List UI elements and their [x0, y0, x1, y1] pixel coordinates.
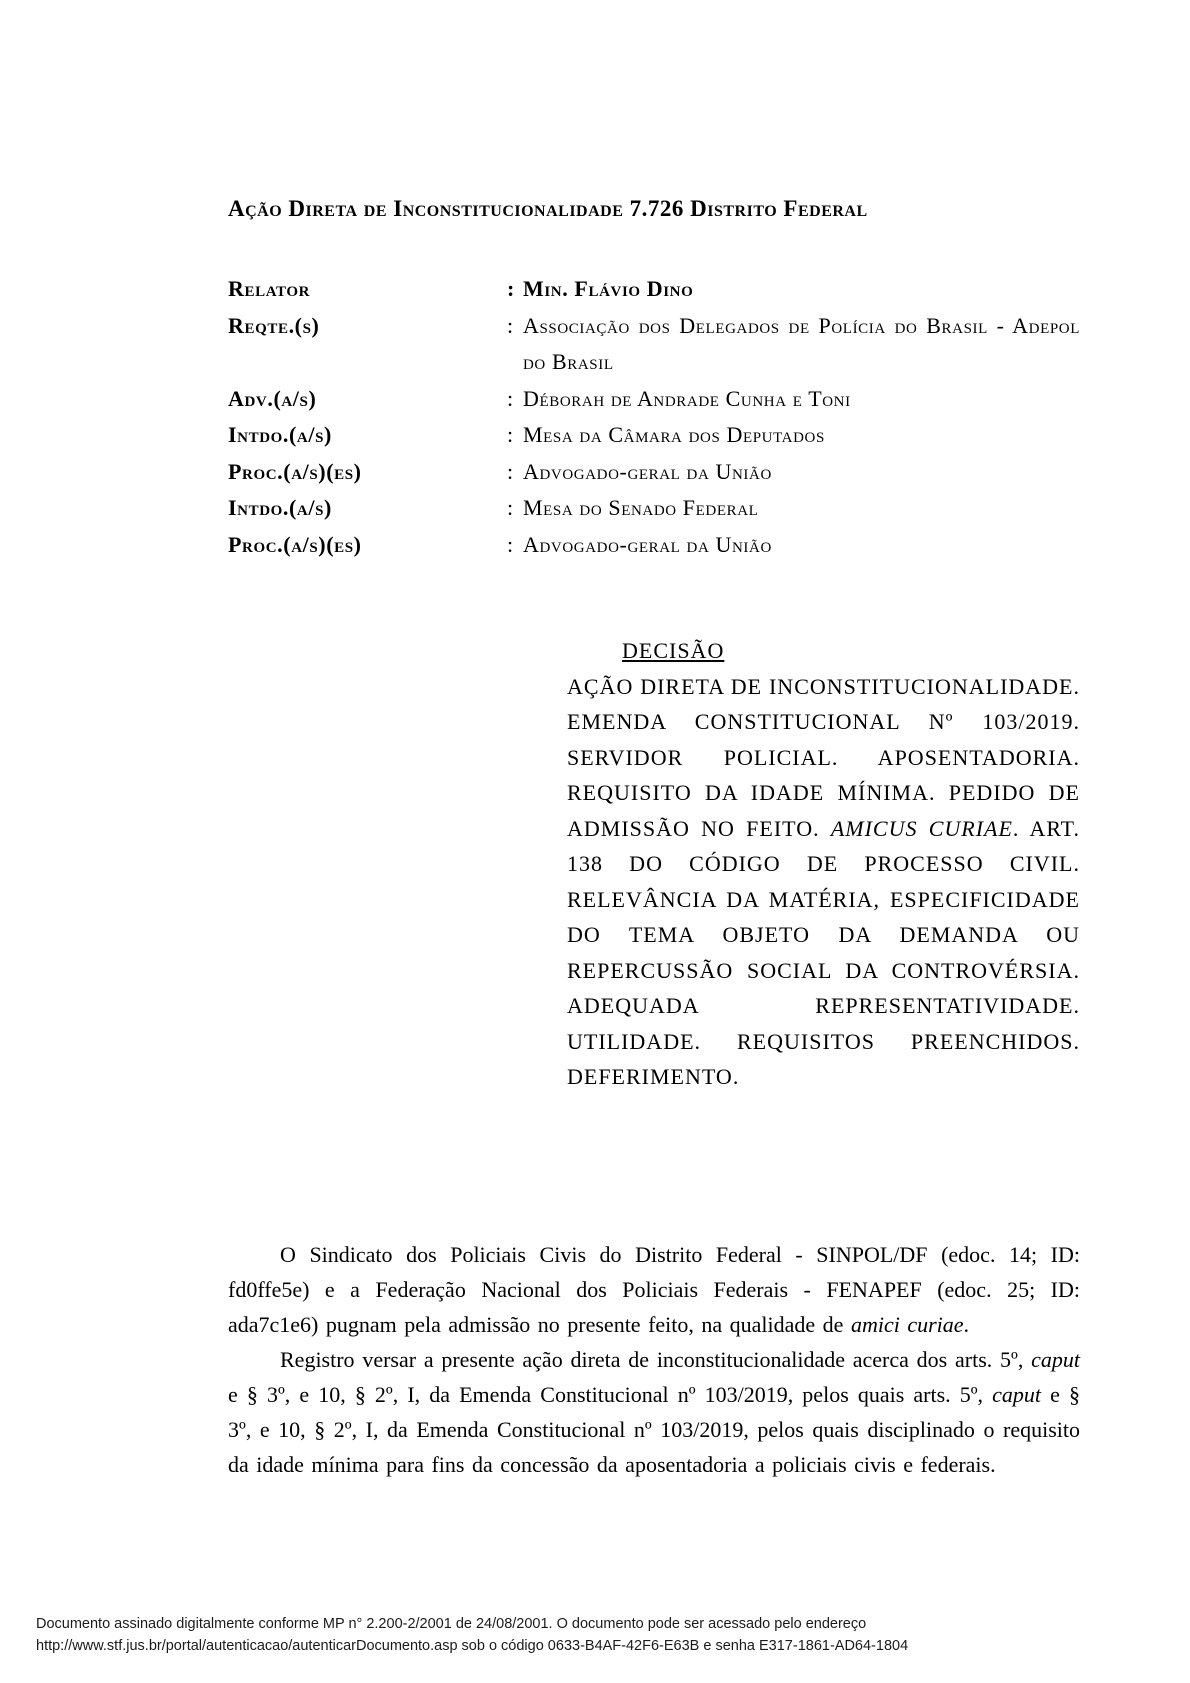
- party-separator: :: [507, 495, 514, 520]
- parties-table: [228, 271, 1080, 563]
- paragraph-1-text: O Sindicato dos Policiais Civis do Distrito Federal - SINPOL/DF (edoc. 14; ID: fd0ffe5e) e a Federação Nacional dos Policiais Federais - FENAPEF (edoc. 25; ID: ada7c1e6) pugnam pela admissão no presente feito, na qualidade de: [228, 1242, 1080, 1337]
- party-separator: :: [507, 531, 514, 557]
- paragraph-1: [228, 1237, 1080, 1342]
- party-row-relator: [228, 271, 1080, 308]
- party-value: Mesa do Senado Federal: [523, 495, 759, 520]
- party-row-intdo-2: [228, 490, 1080, 527]
- case-title: Ação Direta de Inconstitucionalidade 7.726 Distrito Federal: [228, 196, 868, 221]
- ementa-summary: [567, 669, 1080, 1095]
- party-label: Reqte.(s): [228, 312, 320, 338]
- party-separator: :: [507, 385, 514, 411]
- decision-body: [228, 1237, 1080, 1482]
- party-value: Déborah de Andrade Cunha e Toni: [523, 385, 851, 411]
- ementa-text: . ART. 138 DO CÓDIGO DE PROCESSO CIVIL. RELEVÂNCIA DA MATÉRIA, ESPECIFICIDADE DO TEMA OBJETO DA DEMANDA OU REPERCUSSÃO SOCIAL DA CONTROVÉRSIA. ADEQUADA REPRESENTATIVIDADE. UTILIDADE. REQUISITOS PREENCHIDOS. DEFERIMENTO.: [567, 815, 1080, 1089]
- party-label: Proc.(a/s)(es): [228, 531, 362, 557]
- decision-heading-text: DECISÃO: [622, 638, 725, 663]
- party-value: Advogado-geral da União: [523, 531, 772, 557]
- paragraph-2-text: e § 3º, e 10, § 2º, I, da Emenda Constitucional nº 103/2019, pelos quais disciplinado o requisito da idade mínima para fins da concessão da aposentadoria a policiais civis e federais.: [228, 1382, 1080, 1477]
- paragraph-2: [228, 1342, 1080, 1482]
- party-row-proc-1: [228, 454, 1080, 491]
- paragraph-2-italic-caput-1: caput: [1031, 1347, 1080, 1372]
- party-label: Relator: [228, 276, 311, 301]
- party-separator: :: [507, 422, 514, 447]
- party-row-intdo-1: [228, 417, 1080, 454]
- party-row-reqte: [228, 308, 1080, 381]
- party-value: Associação dos Delegados de Polícia do Brasil - Adepol do Brasil: [523, 312, 1080, 374]
- footer-line-2: http://www.stf.jus.br/portal/autenticacao/autenticarDocumento.asp sob o código 0633-B4AF-42F6-E63B e senha E317-1861-AD64-1804: [36, 1638, 909, 1654]
- party-row-proc-2: [228, 527, 1080, 564]
- paragraph-2-text: e § 3º, e 10, § 2º, I, da Emenda Constitucional nº 103/2019, pelos quais arts. 5º,: [228, 1382, 993, 1407]
- party-value: Mesa da Câmara dos Deputados: [523, 422, 825, 447]
- party-label: Proc.(a/s)(es): [228, 458, 362, 484]
- paragraph-1-italic-amici-curiae: amici curiae: [850, 1312, 964, 1337]
- paragraph-1-text: .: [963, 1312, 970, 1337]
- party-value: Advogado-geral da União: [523, 458, 772, 484]
- party-value: Min. Flávio Dino: [523, 276, 694, 301]
- paragraph-2-italic-caput-2: caput: [992, 1382, 1042, 1407]
- party-label: Intdo.(a/s): [228, 495, 332, 520]
- signature-footer: [36, 1613, 1176, 1657]
- party-separator: :: [507, 458, 514, 484]
- party-row-adv: [228, 381, 1080, 418]
- party-label: Adv.(a/s): [228, 385, 317, 411]
- decision-block: [567, 633, 1080, 1095]
- party-separator: :: [507, 276, 515, 301]
- party-separator: :: [507, 312, 514, 338]
- ementa-text: AÇÃO DIRETA DE INCONSTITUCIONALIDADE. EMENDA CONSTITUCIONAL Nº 103/2019. SERVIDOR POLICIAL. APOSENTADORIA. REQUISITO DA IDADE MÍNIMA. PEDIDO DE ADMISSÃO NO FEITO.: [567, 673, 1080, 841]
- party-label: Intdo.(a/s): [228, 422, 332, 447]
- decision-heading: [567, 633, 1080, 669]
- ementa-italic-amicus-curiae: AMICUS CURIAE: [830, 815, 1013, 841]
- footer-line-1: Documento assinado digitalmente conforme MP n° 2.200-2/2001 de 24/08/2001. O documento pode ser acessado pelo endereço: [36, 1616, 867, 1632]
- paragraph-2-text: Registro versar a presente ação direta de inconstitucionalidade acerca dos arts. 5º,: [280, 1347, 1032, 1372]
